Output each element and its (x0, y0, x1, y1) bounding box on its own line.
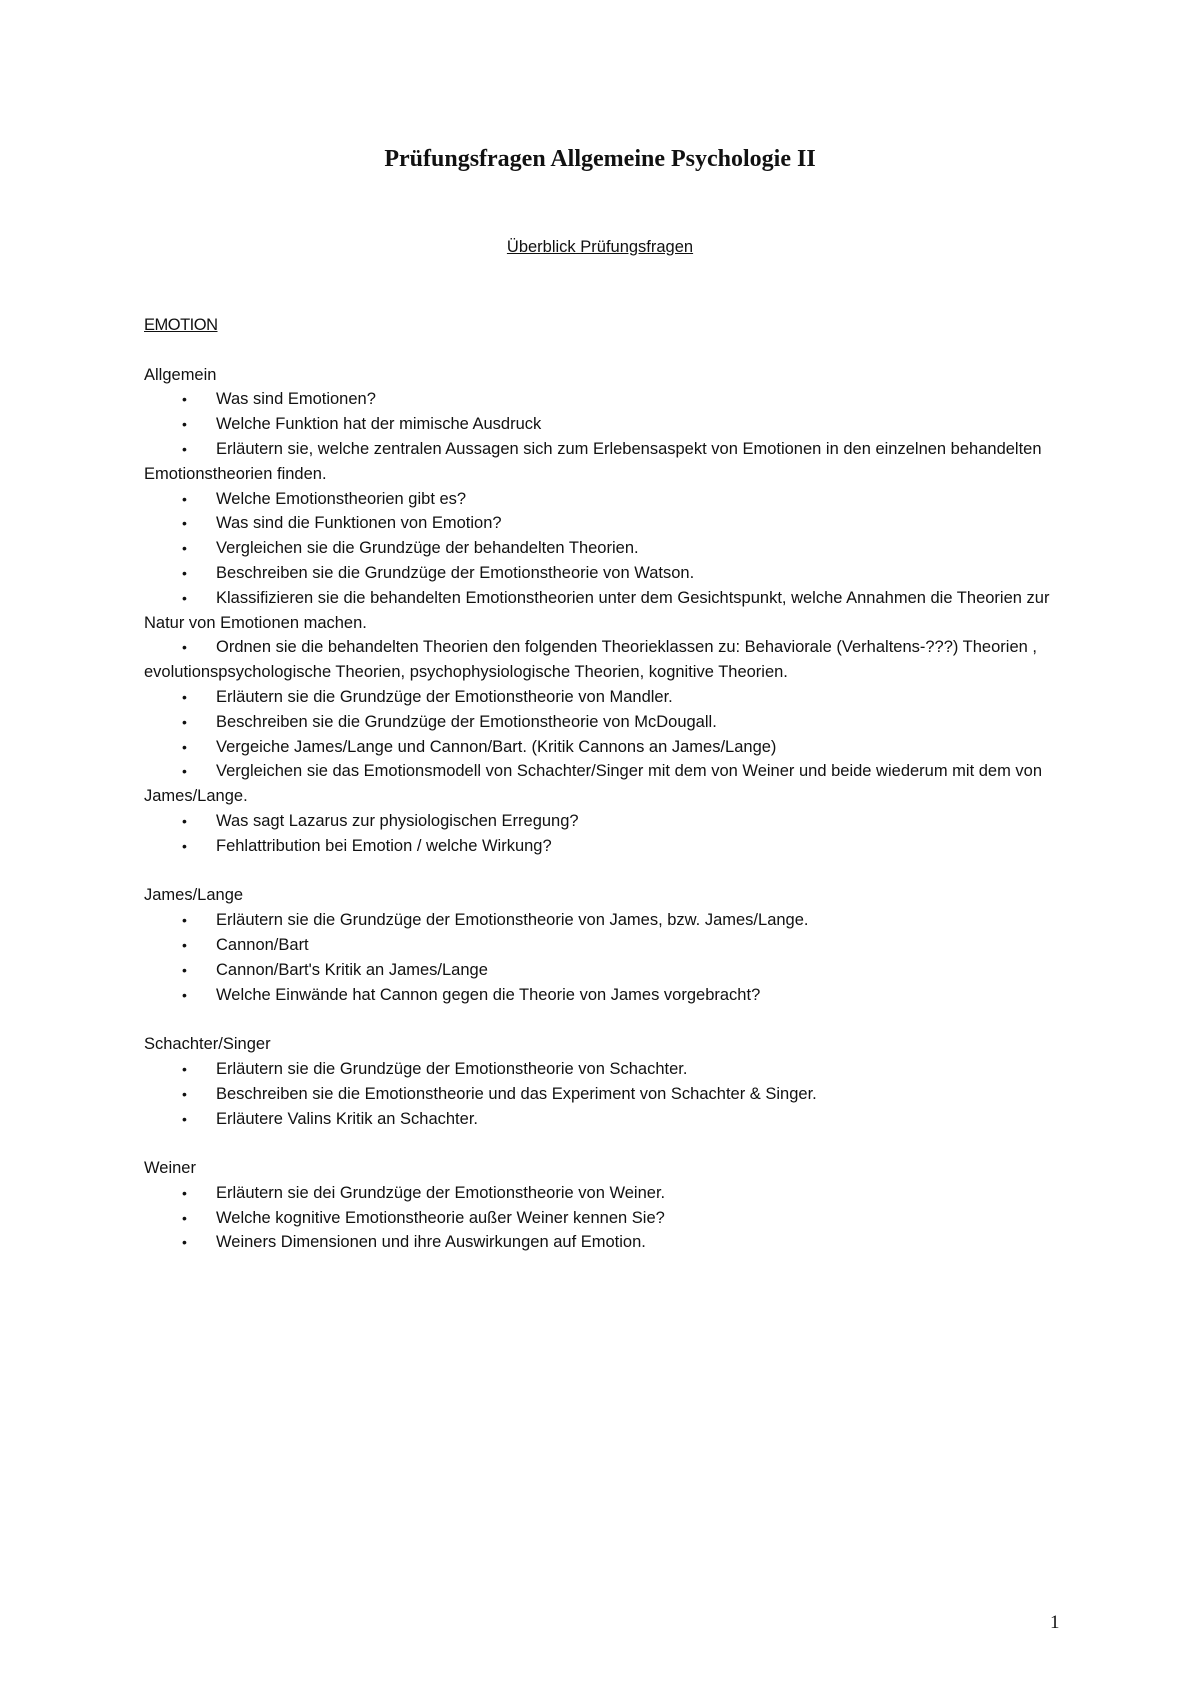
question-text: Was sagt Lazarus zur physiologischen Erregung? (216, 811, 579, 830)
question-text: Beschreiben sie die Grundzüge der Emotionstheorie von McDougall. (216, 712, 717, 731)
question-item (144, 685, 1064, 710)
bullet-icon: • (182, 1234, 187, 1251)
bullet-icon: • (182, 1085, 187, 1102)
question-item (144, 933, 1064, 958)
bullet-icon: • (182, 688, 187, 705)
question-text: Weiners Dimensionen und ihre Auswirkungen auf Emotion. (216, 1233, 646, 1252)
section-james-lange (144, 883, 1064, 1007)
section-heading: Schachter/Singer (144, 1035, 271, 1054)
bullet-icon: • (182, 713, 187, 730)
question-item (144, 511, 1064, 536)
question-text: Cannon/Bart's Kritik an James/Lange (216, 960, 488, 979)
bullet-icon: • (182, 416, 187, 433)
question-item (144, 710, 1064, 735)
chapter-heading: EMOTION (144, 316, 218, 334)
question-item (144, 809, 1064, 834)
question-text: Erläutern sie, welche zentralen Aussagen sich zum Erlebensaspekt von Emotionen in den einzelnen behandelten Emotionstheorien finden. (144, 439, 1042, 483)
question-text: Welche Einwände hat Cannon gegen die Theorie von James vorgebracht? (216, 985, 761, 1004)
question-text: Ordnen sie die behandelten Theorien den folgenden Theorieklassen zu: Behaviorale (Verhaltens-???) Theorien , evolutionspsychologische Theorien, psychophysiologische Theorien, kognitive Theorien. (144, 638, 1037, 682)
question-text: Cannon/Bart (216, 935, 309, 954)
question-item (144, 1107, 1064, 1132)
question-item (144, 1181, 1064, 1206)
question-item (144, 834, 1064, 859)
bullet-icon: • (182, 1060, 187, 1077)
question-list (144, 908, 1064, 1007)
document-content (144, 313, 1064, 1280)
bullet-icon: • (182, 936, 187, 953)
bullet-icon: • (182, 837, 187, 854)
question-list (144, 1057, 1064, 1131)
sections-container (144, 363, 1064, 1256)
question-item (144, 412, 1064, 437)
bullet-icon: • (182, 1184, 187, 1201)
section-schachter-singer (144, 1032, 1064, 1131)
question-item (144, 387, 1064, 412)
question-text: Fehlattribution bei Emotion / welche Wirkung? (216, 836, 552, 855)
question-text: Erläutere Valins Kritik an Schachter. (216, 1109, 478, 1128)
question-text: Klassifizieren sie die behandelten Emotionstheorien unter dem Gesichtspunkt, welche Annahmen die Theorien zur Natur von Emotionen machen. (144, 588, 1050, 632)
section-weiner (144, 1156, 1064, 1255)
question-text: Vergleichen sie die Grundzüge der behandelten Theorien. (216, 539, 639, 558)
section-heading: Weiner (144, 1159, 196, 1178)
question-item (144, 983, 1064, 1008)
question-text: Was sind die Funktionen von Emotion? (216, 514, 502, 533)
bullet-icon: • (182, 589, 187, 606)
bullet-icon: • (182, 391, 187, 408)
bullet-icon: • (182, 1209, 187, 1226)
question-item (144, 561, 1064, 586)
question-item (144, 958, 1064, 983)
bullet-icon: • (182, 912, 187, 929)
question-item (144, 908, 1064, 933)
bullet-icon: • (182, 986, 187, 1003)
question-item (144, 586, 1064, 636)
question-item (144, 1057, 1064, 1082)
question-text: Welche Funktion hat der mimische Ausdruck (216, 415, 542, 434)
question-text: Beschreiben sie die Grundzüge der Emotionstheorie von Watson. (216, 563, 695, 582)
bullet-icon: • (182, 961, 187, 978)
question-text: Erläutern sie die Grundzüge der Emotionstheorie von James, bzw. James/Lange. (216, 911, 809, 930)
section-heading: James/Lange (144, 886, 244, 905)
bullet-icon: • (182, 440, 187, 457)
document-title: Prüfungsfragen Allgemeine Psychologie II (384, 146, 816, 172)
bullet-icon: • (182, 490, 187, 507)
bullet-icon: • (182, 763, 187, 780)
page-number: 1 (1050, 1612, 1060, 1633)
question-list (144, 387, 1064, 858)
question-item (144, 487, 1064, 512)
question-text: Erläutern sie die Grundzüge der Emotionstheorie von Schachter. (216, 1059, 688, 1078)
bullet-icon: • (182, 639, 187, 656)
question-item (144, 437, 1064, 487)
bullet-icon: • (182, 738, 187, 755)
question-text: Erläutern sie die Grundzüge der Emotionstheorie von Mandler. (216, 687, 673, 706)
question-list (144, 1181, 1064, 1255)
question-item (144, 1082, 1064, 1107)
bullet-icon: • (182, 540, 187, 557)
bullet-icon: • (182, 812, 187, 829)
section-allgemein (144, 363, 1064, 859)
question-text: Was sind Emotionen? (216, 390, 376, 409)
question-text: Beschreiben sie die Emotionstheorie und das Experiment von Schachter & Singer. (216, 1084, 817, 1103)
question-item (144, 735, 1064, 760)
question-item (144, 635, 1064, 685)
question-item (144, 759, 1064, 809)
bullet-icon: • (182, 564, 187, 581)
bullet-icon: • (182, 515, 187, 532)
question-item (144, 536, 1064, 561)
question-text: Erläutern sie dei Grundzüge der Emotionstheorie von Weiner. (216, 1183, 666, 1202)
document-subtitle: Überblick Prüfungsfragen (506, 238, 694, 256)
question-text: Vergeiche James/Lange und Cannon/Bart. (Kritik Cannons an James/Lange) (216, 737, 777, 756)
question-text: Welche kognitive Emotionstheorie außer Weiner kennen Sie? (216, 1208, 665, 1227)
question-text: Vergleichen sie das Emotionsmodell von Schachter/Singer mit dem von Weiner und beide wiederum mit dem von James/Lange. (144, 762, 1043, 806)
section-heading: Allgemein (144, 365, 217, 384)
question-item (144, 1230, 1064, 1255)
question-text: Welche Emotionstheorien gibt es? (216, 489, 467, 508)
bullet-icon: • (182, 1110, 187, 1127)
question-item (144, 1206, 1064, 1231)
